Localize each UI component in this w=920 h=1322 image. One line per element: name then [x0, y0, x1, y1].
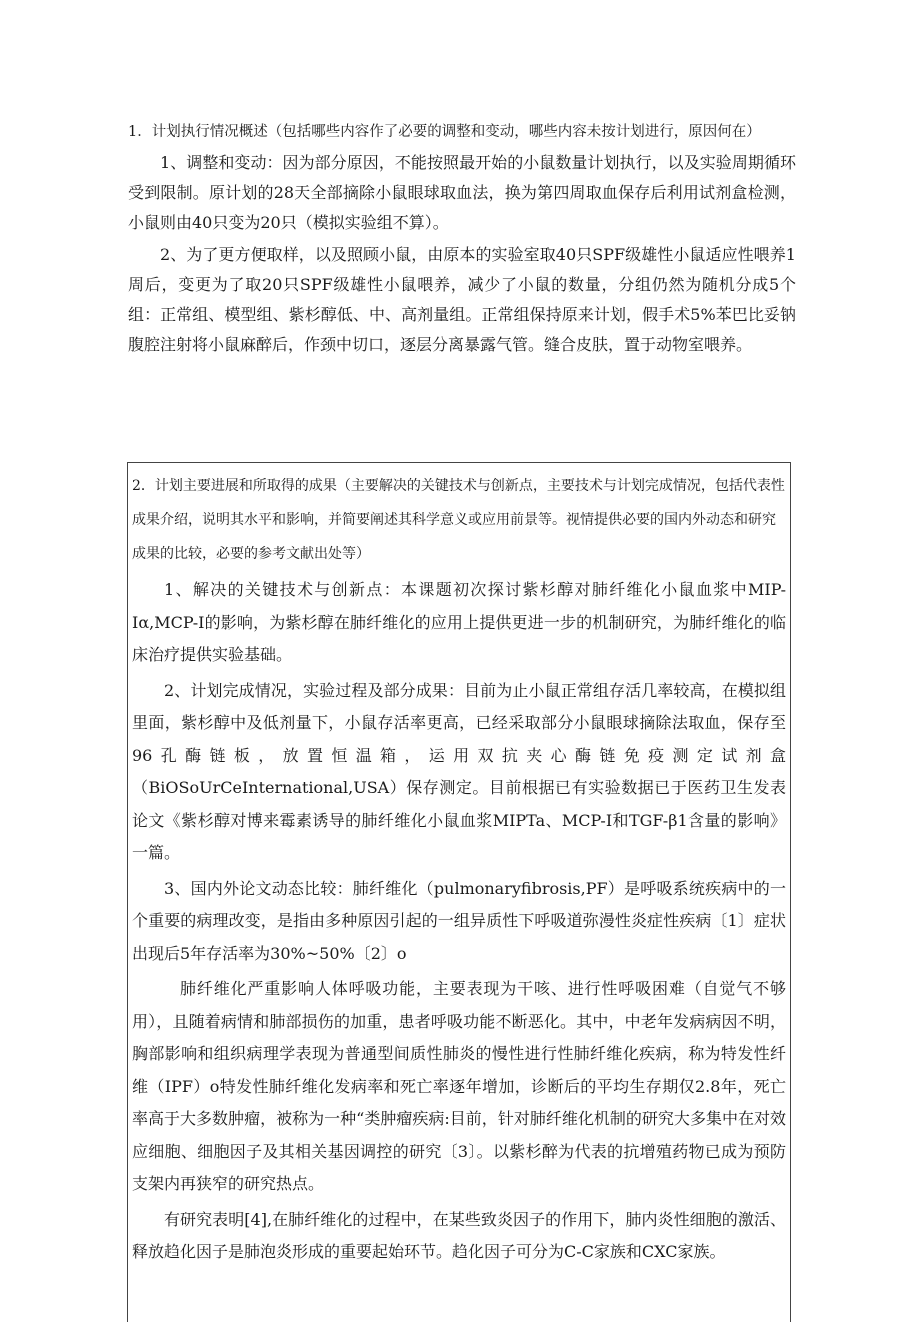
section-1-paragraph-2: 2、为了更方便取样，以及照顾小鼠，由原本的实验室取40只SPF级雄性小鼠适应性喂养1周后，变更为了取20只SPF级雄性小鼠喂养，减少了小鼠的数量，分组仍然为随机分成5个组：正常组、模型组、紫杉醇低、中、高剂量组。正常组保持原来计划，假手术5%苯巴比妥钠腹腔注射将小鼠麻醉后，作颈中切口，逐层分离暴露气管。缝合皮肤，置于动物室喂养。: [128, 245, 796, 354]
section-2-paragraph-1: 1、解决的关键技术与创新点：本课题初次探讨紫杉醇对肺纤维化小鼠血浆中MIP-Iα,MCP-I的影响，为紫杉醇在肺纤维化的应用上提供更进一步的机制研究，为肺纤维化的临床治疗提供实验基础。: [132, 580, 786, 664]
section-2-paragraph-2: 2、计划完成情况，实验过程及部分成果：目前为止小鼠正常组存活几率较高，在模拟组里面，紫杉醇中及低剂量下，小鼠存活率更高，已经采取部分小鼠眼球摘除法取血，保存至96孔酶链板，放置恒温箱，运用双抗夹心酶链免疫测定试剂盒（BiOSoUrCeInternational,USA）保存测定。目前根据已有实验数据已于医药卫生发表论文《紫杉醇对博来霉素诱导的肺纤维化小鼠血浆MIPTa、MCP-I和TGF-β1含量的影响》一篇。: [132, 680, 786, 862]
section-2-paragraph-3: 3、国内外论文动态比较：肺纤维化（pulmonaryfibrosis,PF）是呼吸系统疾病中的一个重要的病理改变，是指由多种原因引起的一组异质性下呼吸道弥漫性炎症性疾病〔1〕症状出现后5年存活率为30%~50%〔2〕o: [132, 878, 786, 963]
section-2-progress-box: [127, 462, 791, 1322]
section-1-paragraph-1: 1、调整和变动：因为部分原因，不能按照最开始的小鼠数量计划执行，以及实验周期循环受到限制。原计划的28天全部摘除小鼠眼球取血法，换为第四周取血保存后利用试剂盒检测，小鼠则由40只变为20只（模拟实验组不算）。: [128, 153, 796, 232]
section-2-paragraph-5: 有研究表明[4],在肺纤维化的过程中，在某些致炎因子的作用下，肺内炎性细胞的激活、释放趋化因子是肺泡炎形成的重要起始环节。趋化因子可分为C-C家族和CXC家族。: [132, 1209, 786, 1261]
section-2-paragraph-4: 肺纤维化严重影响人体呼吸功能，主要表现为干咳、进行性呼吸困难（自觉气不够用），且随着病情和肺部损伤的加重，患者呼吸功能不断恶化。其中，中老年发病病因不明，胸部影响和组织病理学表现为普通型间质性肺炎的慢性进行性肺纤维化疾病，称为特发性纤维（IPF）o特发性肺纤维化发病率和死亡率逐年增加，诊断后的平均生存期仅2.8年，死亡率高于大多数肿瘤，被称为一种“类肿瘤疾病:目前，针对肺纤维化机制的研究大多集中在对效应细胞、细胞因子及其相关基因调控的研究〔3〕。以紫杉醉为代表的抗增殖药物已成为预防支架内再狭窄的研究热点。: [132, 979, 786, 1193]
section-2-heading: 2．计划主要进展和所取得的成果（主要解决的关键技术与创新点，主要技术与计划完成情况，包括代表性成果介绍，说明其水平和影响，并简要阐述其科学意义或应用前景等。视情提供必要的国内外动态和研究成果的比较，必要的参考文献出处等）: [132, 478, 785, 562]
section-1-heading: 1．计划执行情况概述（包括哪些内容作了必要的调整和变动，哪些内容未按计划进行，原因何在）: [128, 124, 761, 140]
section-1-execution-overview: [128, 118, 796, 360]
